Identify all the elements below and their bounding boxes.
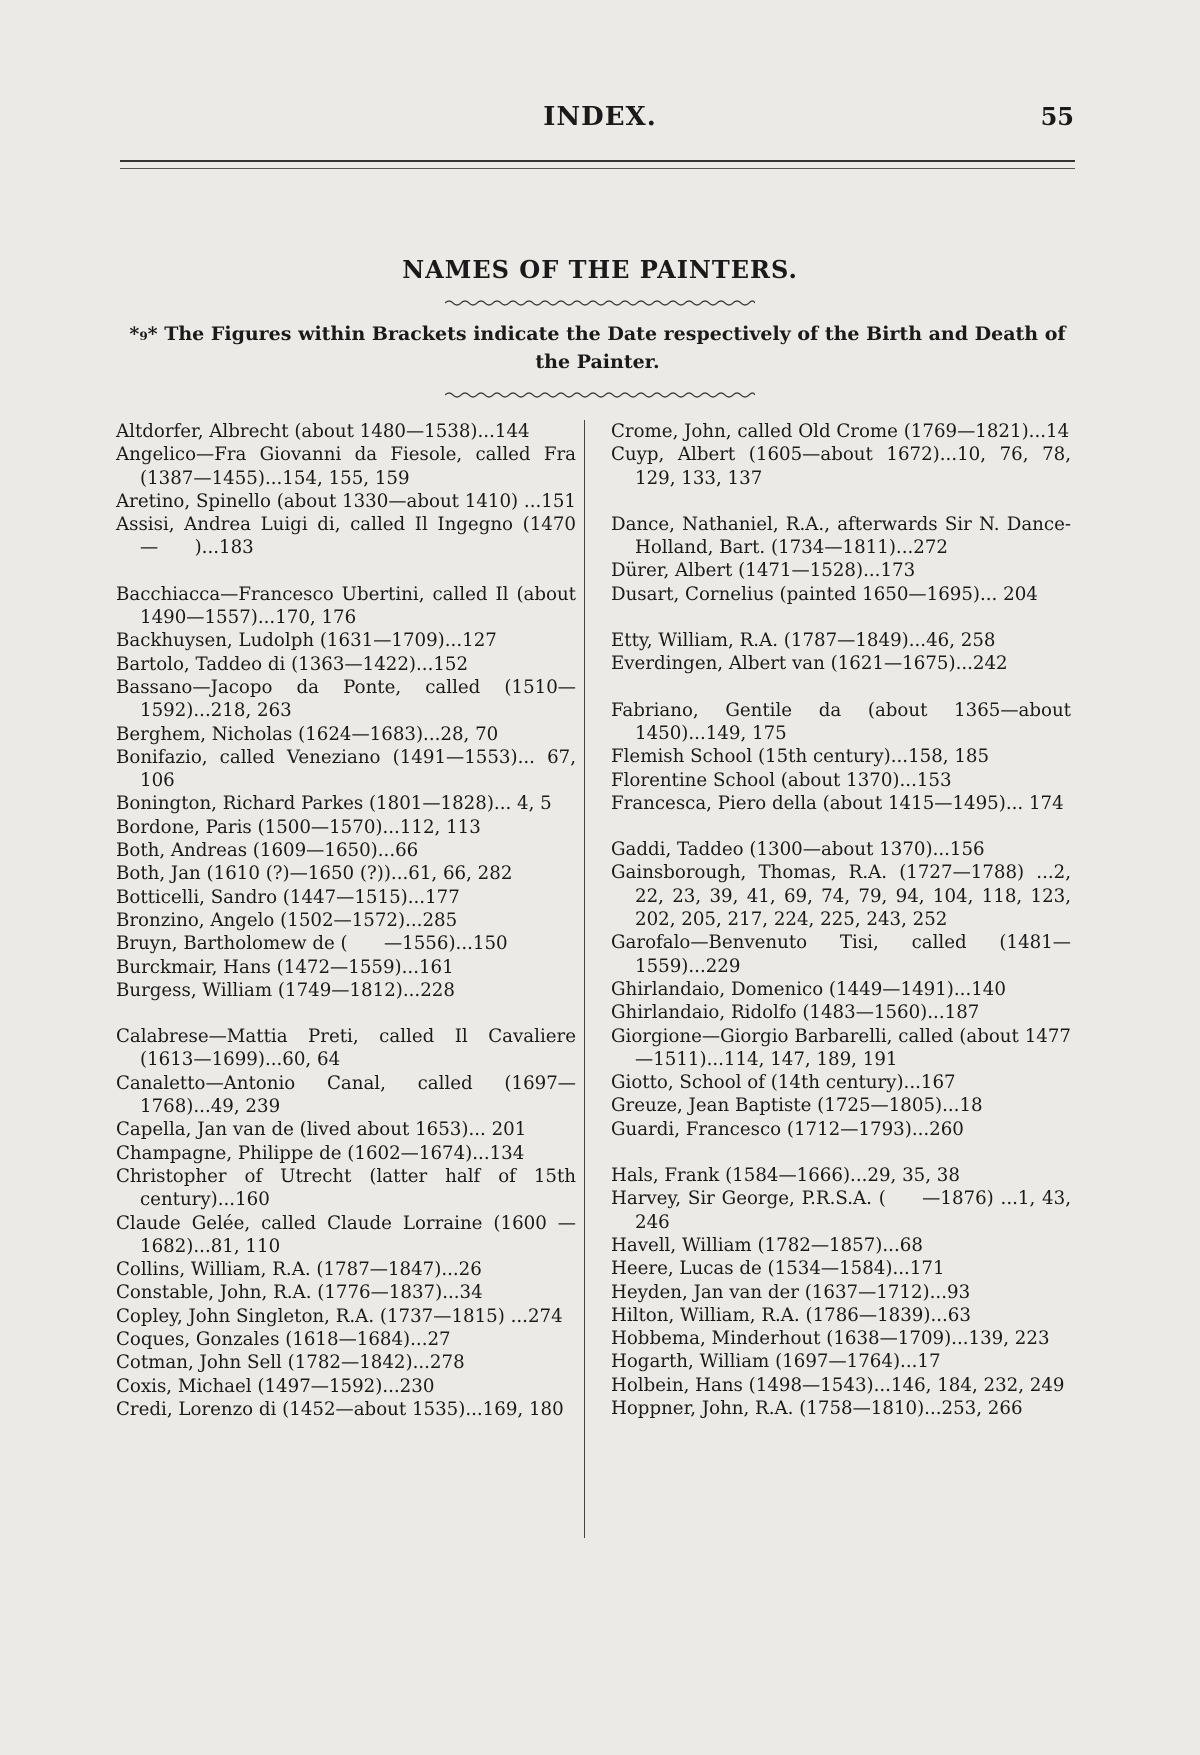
right-column	[611, 420, 1071, 1420]
header-double-rule	[120, 160, 1075, 169]
index-entry: Aretino, Spinello (about 1330—about 1410) ...151	[116, 490, 576, 512]
index-entry: Ghirlandaio, Domenico (1449—1491)...140	[611, 978, 1006, 1000]
entry-gap	[611, 1141, 1071, 1164]
index-entry: Dusart, Cornelius (painted 1650—1695)... 204	[611, 583, 1038, 605]
wavy-ornament-bottom	[445, 390, 755, 400]
index-entry: Bruyn, Bartholomew de ( —1556)...150	[116, 933, 508, 955]
index-entry: Heere, Lucas de (1534—1584)...171	[611, 1258, 945, 1280]
index-entry: Canaletto—Antonio Canal, called (1697—1768)...49, 239	[116, 1072, 576, 1118]
running-head	[0, 98, 1200, 138]
index-entry: Everdingen, Albert van (1621—1675)...242	[611, 653, 1008, 675]
index-entry: Christopher of Utrecht (latter half of 15th century)...160	[116, 1165, 576, 1211]
index-entry: Gainsborough, Thomas, R.A. (1727—1788) ...2, 22, 23, 39, 41, 69, 74, 79, 94, 104, 118, 123, 202, 205, 217, 224, 225, 243, 252	[611, 862, 1071, 931]
index-entry: Flemish School (15th century)...158, 185	[611, 746, 990, 768]
index-entry: Bronzino, Angelo (1502—1572)...285	[116, 909, 458, 931]
index-entry: Champagne, Philippe de (1602—1674)...134	[116, 1142, 525, 1164]
index-entry: Dürer, Albert (1471—1528)...173	[611, 560, 916, 582]
entry-gap	[611, 490, 1071, 513]
left-column	[116, 420, 576, 1421]
section-title: NAMES OF THE PAINTERS.	[402, 255, 798, 284]
index-entry: Francesca, Piero della (about 1415—1495)... 174	[611, 792, 1064, 814]
index-entry: Cuyp, Albert (1605—about 1672)...10, 76, 78, 129, 133, 137	[611, 444, 1071, 489]
index-entry: Both, Andreas (1609—1650)...66	[116, 840, 419, 862]
index-columns	[116, 420, 1076, 1550]
index-entry: Both, Jan (1610 (?)—1650 (?))...61, 66, 282	[116, 863, 513, 885]
index-entry: Havell, William (1782—1857)...68	[611, 1234, 923, 1256]
index-entry: Bordone, Paris (1500—1570)...112, 113	[116, 816, 481, 838]
index-entry: Credi, Lorenzo di (1452—about 1535)...169, 180	[116, 1398, 564, 1420]
entry-gap	[611, 606, 1071, 629]
index-entry: Burckmair, Hans (1472—1559)...161	[116, 956, 454, 978]
index-entry: Bacchiacca—Francesco Ubertini, called Il (about 1490—1557)...170, 176	[116, 583, 576, 629]
index-entry: Bonington, Richard Parkes (1801—1828)... 4, 5	[116, 793, 552, 815]
entry-gap	[116, 1002, 576, 1025]
index-entry: Florentine School (about 1370)...153	[611, 769, 952, 791]
index-entry: Hobbema, Minderhout (1638—1709)...139, 223	[611, 1328, 1050, 1350]
page-number: 55	[1040, 102, 1074, 131]
brackets-note: *₉* The Figures within Brackets indicate the Date respectively of the Birth and Death of the Painter.	[129, 323, 1066, 373]
index-entry: Collins, William, R.A. (1787—1847)...26	[116, 1259, 482, 1281]
index-entry: Cotman, John Sell (1782—1842)...278	[116, 1352, 465, 1374]
index-entry: Greuze, Jean Baptiste (1725—1805)...18	[611, 1095, 983, 1117]
index-entry: Assisi, Andrea Luigi di, called Il Ingegno (1470— )...183	[116, 514, 576, 559]
index-entry: Calabrese—Mattia Preti, called Il Cavaliere (1613—1699)...60, 64	[116, 1026, 576, 1071]
running-title: INDEX.	[543, 102, 657, 132]
index-entry: Giorgione—Giorgio Barbarelli, called (about 1477—1511)...114, 147, 189, 191	[611, 1025, 1071, 1070]
index-entry: Berghem, Nicholas (1624—1683)...28, 70	[116, 723, 499, 745]
index-entry: Hogarth, William (1697—1764)...17	[611, 1351, 941, 1373]
index-entry: Guardi, Francesco (1712—1793)...260	[611, 1118, 964, 1140]
column-divider	[584, 420, 585, 1538]
index-entry: Angelico—Fra Giovanni da Fiesole, called Fra (1387—1455)...154, 155, 159	[116, 444, 576, 489]
index-entry: Heyden, Jan van der (1637—1712)...93	[611, 1281, 971, 1303]
index-entry: Harvey, Sir George, P.R.S.A. ( —1876) ...1, 43, 246	[611, 1188, 1071, 1233]
index-entry: Hoppner, John, R.A. (1758—1810)...253, 266	[611, 1397, 1023, 1419]
index-entry: Giotto, School of (14th century)...167	[611, 1072, 956, 1094]
index-entry: Etty, William, R.A. (1787—1849)...46, 258	[611, 630, 996, 652]
index-entry: Altdorfer, Albrecht (about 1480—1538)...144	[116, 421, 530, 442]
entry-gap	[611, 815, 1071, 838]
index-entry: Burgess, William (1749—1812)...228	[116, 979, 455, 1001]
index-entry: Claude Gelée, called Claude Lorraine (1600 —1682)...81, 110	[116, 1212, 576, 1257]
index-entry: Coques, Gonzales (1618—1684)...27	[116, 1328, 451, 1350]
index-entry: Constable, John, R.A. (1776—1837)...34	[116, 1282, 483, 1304]
wavy-ornament-top	[445, 298, 755, 308]
index-entry: Hilton, William, R.A. (1786—1839)...63	[611, 1304, 971, 1326]
index-entry: Copley, John Singleton, R.A. (1737—1815) ...274	[116, 1305, 563, 1327]
index-entry: Bartolo, Taddeo di (1363—1422)...152	[116, 653, 469, 675]
index-entry: Bassano—Jacopo da Ponte, called (1510—1592)...218, 263	[116, 676, 576, 722]
index-entry: Coxis, Michael (1497—1592)...230	[116, 1375, 435, 1397]
index-entry: Garofalo—Benvenuto Tisi, called (1481—1559)...229	[611, 932, 1071, 977]
index-entry: Crome, John, called Old Crome (1769—1821)...14	[611, 421, 1070, 442]
index-entry: Backhuysen, Ludolph (1631—1709)...127	[116, 630, 497, 652]
index-entry: Fabriano, Gentile da (about 1365—about 1450)...149, 175	[611, 699, 1071, 744]
entry-gap	[116, 560, 576, 583]
index-entry: Hals, Frank (1584—1666)...29, 35, 38	[611, 1165, 960, 1187]
index-entry: Capella, Jan van de (lived about 1653)... 201	[116, 1119, 527, 1141]
index-entry: Holbein, Hans (1498—1543)...146, 184, 232, 249	[611, 1374, 1065, 1396]
index-entry: Bonifazio, called Veneziano (1491—1553)... 67, 106	[116, 746, 576, 792]
index-entry: Ghirlandaio, Ridolfo (1483—1560)...187	[611, 1002, 980, 1024]
index-entry: Gaddi, Taddeo (1300—about 1370)...156	[611, 839, 985, 861]
index-entry: Botticelli, Sandro (1447—1515)...177	[116, 886, 460, 908]
entry-gap	[611, 676, 1071, 699]
index-entry: Dance, Nathaniel, R.A., afterwards Sir N. Dance-Holland, Bart. (1734—1811)...272	[611, 513, 1071, 559]
